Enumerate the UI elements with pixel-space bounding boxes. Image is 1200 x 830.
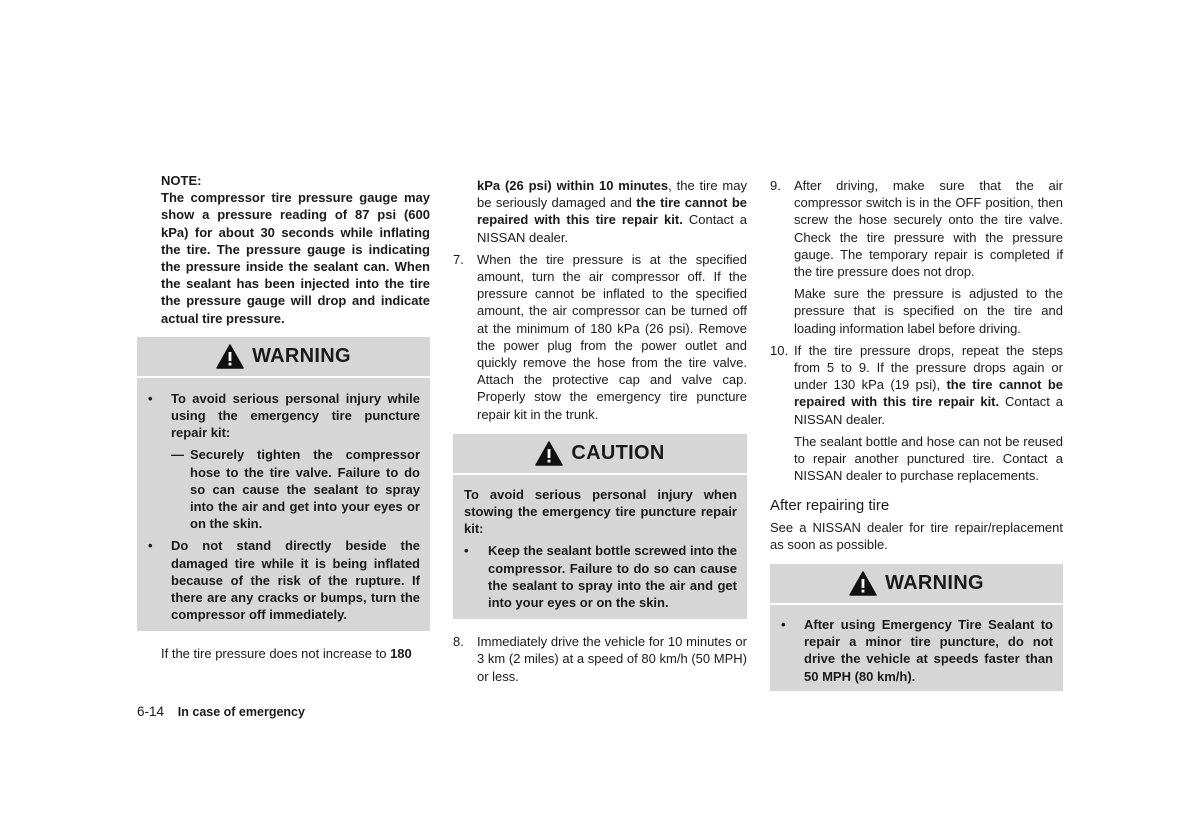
warning-header — [770, 564, 1063, 605]
caution-intro: To avoid serious personal injury when stowing the emergency tire puncture repair kit: — [464, 486, 737, 537]
step-7 — [453, 251, 747, 423]
dash-mark: — — [171, 447, 184, 463]
warning-body — [137, 378, 430, 632]
continued-text — [453, 177, 747, 246]
caution-title: CAUTION — [571, 441, 665, 464]
bullet-mark: • — [464, 543, 469, 559]
page-number: 6-14 — [137, 704, 165, 719]
step-9 — [770, 177, 1063, 280]
step-10-extra: The sealant bottle and hose can not be reused to repair another punctured tire. Contact a NISSAN dealer to purchase replacements. — [794, 433, 1063, 484]
step-text: Immediately drive the vehicle for 10 minutes or 3 km (2 miles) at a speed of 80 km/h (50 MPH) or less. — [477, 634, 747, 684]
step-number: 10. — [770, 342, 789, 358]
bottom-bold: 180 — [390, 646, 412, 662]
warning-title: WARNING — [252, 344, 351, 367]
warning-bullet-text: After using Emergency Tire Sealant to repair a minor tire puncture, do not drive the vehicle at speeds faster than 50 MPH (80 km/h). — [804, 617, 1053, 684]
caution-bullet — [464, 542, 737, 611]
caution-body — [453, 475, 747, 619]
column-left — [137, 172, 430, 663]
warning-box-1 — [137, 337, 430, 632]
warning-header — [137, 337, 430, 378]
warning-bullet — [137, 390, 420, 442]
continued-paragraph — [137, 645, 430, 662]
bullet-mark: • — [148, 390, 153, 406]
warning-title: WARNING — [885, 571, 984, 594]
step-text: When the tire pressure is at the specified amount, turn the air compressor off. If the pressure cannot be inflated to the specified amount, the air compressor can be turned off at the minimum of 180 kPa (26 psi). Remove the power plug from the power outlet and quickly remove the hose from the tire valve. Attach the protective cap and valve cap. Properly stow the emergency tire puncture repair kit in the trunk. — [477, 251, 747, 422]
caution-box — [453, 434, 747, 619]
step-text-b: Contact a NISSAN dealer. — [794, 394, 1063, 427]
cont-bold-1: kPa (26 psi) within 10 minutes — [477, 178, 669, 193]
after-repair-text: See a NISSAN dealer for tire repair/replacement as soon as possible. — [770, 519, 1063, 552]
warning-bullet — [770, 616, 1053, 685]
note-label: NOTE: — [161, 173, 202, 188]
step-text: After driving, make sure that the air compressor switch is in the OFF position, then screw the hose securely onto the tire valve. Check the tire pressure with the pressure gauge. The temporary repair is completed if the tire pressure does not drop. — [794, 178, 1063, 280]
step-text: If the tire pressure drops, repeat the steps from 5 to 9. If the pressure drops again or under 130 kPa (19 psi), — [794, 342, 1063, 393]
step-number: 7. — [453, 251, 464, 267]
bottom-text: If the tire pressure does not increase to — [161, 646, 391, 662]
bullet-mark: • — [781, 617, 786, 633]
page-footer — [137, 704, 305, 719]
step-8 — [453, 633, 747, 685]
warning-bullet — [137, 537, 420, 623]
bullet-mark: • — [148, 538, 153, 554]
section-title: In case of emergency — [177, 705, 305, 719]
cont-text-2: Contact a NISSAN dealer. — [477, 212, 747, 245]
caution-header — [453, 434, 747, 475]
caution-bullet-text: Keep the sealant bottle screwed into the compressor. Failure to do so can cause the sealant to spray into the air and get into your eyes or on the skin. — [488, 543, 737, 611]
note-block — [137, 172, 430, 327]
warning-body — [770, 605, 1063, 691]
warning-triangle-icon — [535, 441, 563, 466]
cont-bold-2: the tire cannot be repaired with this tire repair kit. — [477, 195, 747, 228]
step-number: 8. — [453, 634, 464, 650]
warning-dash-text: Securely tighten the compressor hose to the tire valve. Failure to do so can cause the sealant to spray into the air and get into your eyes or on the skin. — [190, 447, 420, 532]
step-bold: the tire cannot be repaired with this tire repair kit. — [794, 377, 1063, 410]
warning-triangle-icon — [849, 571, 877, 596]
warning-triangle-icon — [216, 344, 244, 369]
column-right — [770, 177, 1063, 691]
warning-bullet-text: Do not stand directly beside the damaged tire while it is being inflated because of the risk of the rupture. If there are any cracks or bumps, turn the compressor off immediately. — [171, 538, 420, 623]
warning-box-2 — [770, 564, 1063, 691]
note-text: The compressor tire pressure gauge may show a pressure reading of 87 psi (600 kPa) for about 30 seconds while inflating the tire. The pressure gauge is indicating the pressure inside the sealant can. When the sealant has been injected into the tire the pressure gauge will drop and indicate actual tire pressure. — [161, 190, 430, 326]
warning-bullet-text: To avoid serious personal injury while using the emergency tire puncture repair kit: — [171, 390, 420, 441]
section-heading: After repairing tire — [770, 497, 890, 515]
warning-dash-item — [137, 446, 420, 532]
step-10 — [770, 342, 1063, 428]
step-number: 9. — [770, 178, 781, 193]
step-9-extra: Make sure the pressure is adjusted to the pressure that is specified on the tire and loading information label before driving. — [794, 286, 1063, 336]
cont-text-1: , the tire may be seriously damaged and — [477, 178, 747, 211]
column-middle — [453, 177, 747, 685]
